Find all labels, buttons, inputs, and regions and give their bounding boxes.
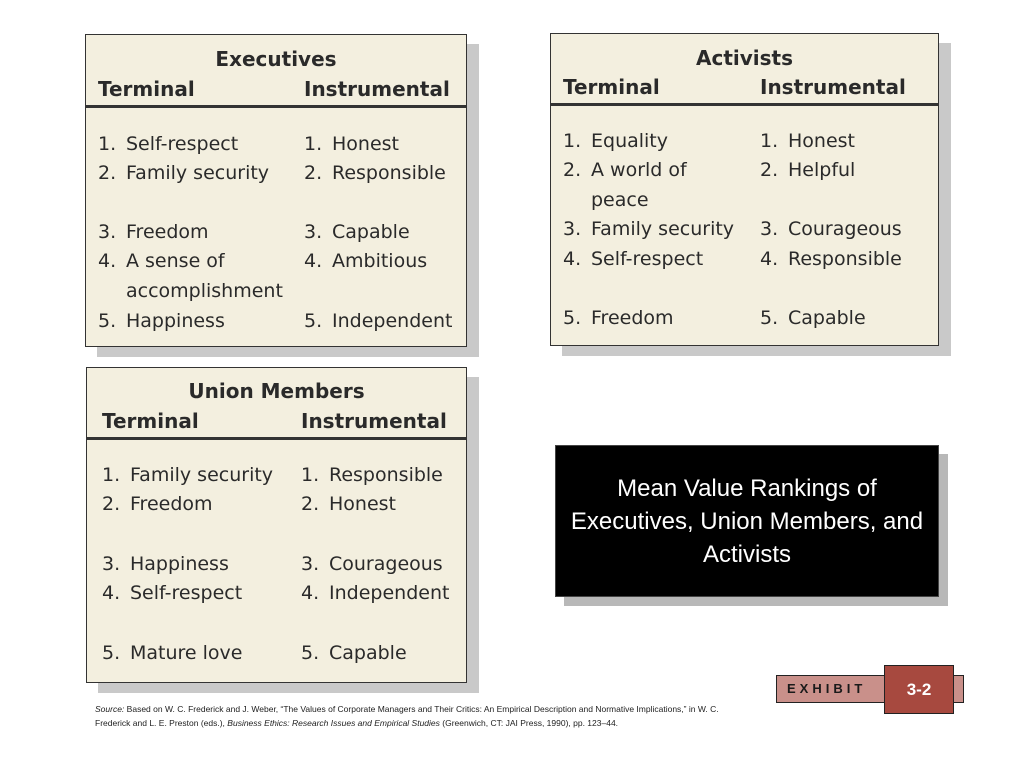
panel-title: Executives — [215, 47, 337, 71]
header-rule — [87, 437, 466, 440]
terminal-header: Terminal — [563, 75, 660, 99]
terminal-item: 1. Self-respect — [98, 133, 239, 155]
source-text-1: Based on W. C. Frederick and J. Weber, “The Values of Corporate Managers and Their Critics: An Empirical Description and Normative Implications,” in W. C. Frederick and L. E. Preston (eds.), — [95, 704, 719, 728]
terminal-item: 2. Freedom — [102, 493, 213, 515]
union-members-panel — [86, 367, 467, 683]
instrumental-item: 1. Honest — [304, 133, 399, 155]
terminal-item: 1. Equality — [563, 130, 669, 152]
panel-title: Activists — [695, 46, 793, 70]
terminal-item: 4. Self-respect — [563, 248, 704, 270]
instrumental-item: 5. Capable — [301, 642, 407, 664]
source-note — [95, 702, 755, 730]
terminal-item: 3. Freedom — [98, 221, 209, 243]
instrumental-item: 3. Courageous — [301, 553, 443, 575]
instrumental-header: Instrumental — [301, 409, 447, 433]
panel-body — [550, 33, 939, 346]
panel-body — [85, 34, 467, 347]
instrumental-item: 4. Responsible — [760, 248, 902, 270]
instrumental-item: 3. Courageous — [760, 218, 902, 240]
terminal-item: 2. A world of peace — [563, 159, 687, 211]
terminal-item: 5. Happiness — [98, 310, 225, 332]
terminal-item: 2. Family security — [98, 162, 270, 184]
instrumental-item: 1. Responsible — [301, 464, 443, 486]
exhibit-number: 3-2 — [906, 679, 932, 699]
instrumental-item: 5. Capable — [760, 307, 866, 329]
instrumental-item: 4. Ambitious — [304, 250, 428, 272]
terminal-item: 3. Family security — [563, 218, 735, 240]
exhibit-number-box — [884, 665, 954, 714]
header-rule — [551, 103, 938, 106]
instrumental-item: 2. Responsible — [304, 162, 446, 184]
instrumental-header: Instrumental — [304, 77, 450, 101]
instrumental-item: 2. Honest — [301, 493, 396, 515]
activists-panel — [550, 33, 939, 346]
exhibit-title-box — [555, 445, 939, 597]
instrumental-item: 5. Independent — [304, 310, 453, 332]
panel-title: Union Members — [188, 379, 365, 403]
terminal-item: 5. Freedom — [563, 307, 674, 329]
instrumental-header: Instrumental — [760, 75, 906, 99]
instrumental-item: 2. Helpful — [760, 159, 856, 181]
exhibit-label: EXHIBIT — [787, 681, 867, 696]
header-rule — [86, 105, 466, 108]
terminal-item: 4. A sense of accomplishment — [98, 250, 283, 302]
terminal-item: 4. Self-respect — [102, 582, 243, 604]
terminal-item: 5. Mature love — [102, 642, 243, 664]
terminal-header: Terminal — [102, 409, 199, 433]
terminal-item: 1. Family security — [102, 464, 274, 486]
terminal-item: 3. Happiness — [102, 553, 229, 575]
instrumental-item: 3. Capable — [304, 221, 410, 243]
executives-panel — [85, 34, 467, 347]
exhibit-title: Mean Value Rankings of Executives, Union Members, and Activists — [570, 474, 924, 568]
source-label: Source: — [95, 704, 125, 714]
panel-body — [86, 367, 467, 683]
source-book-title: Business Ethics: Research Issues and Empirical Studies — [227, 718, 440, 728]
instrumental-item: 1. Honest — [760, 130, 855, 152]
terminal-header: Terminal — [98, 77, 195, 101]
title-box-body — [555, 445, 939, 597]
instrumental-item: 4. Independent — [301, 582, 450, 604]
source-text-2: (Greenwich, CT: JAI Press, 1990), pp. 123–44. — [442, 718, 619, 728]
